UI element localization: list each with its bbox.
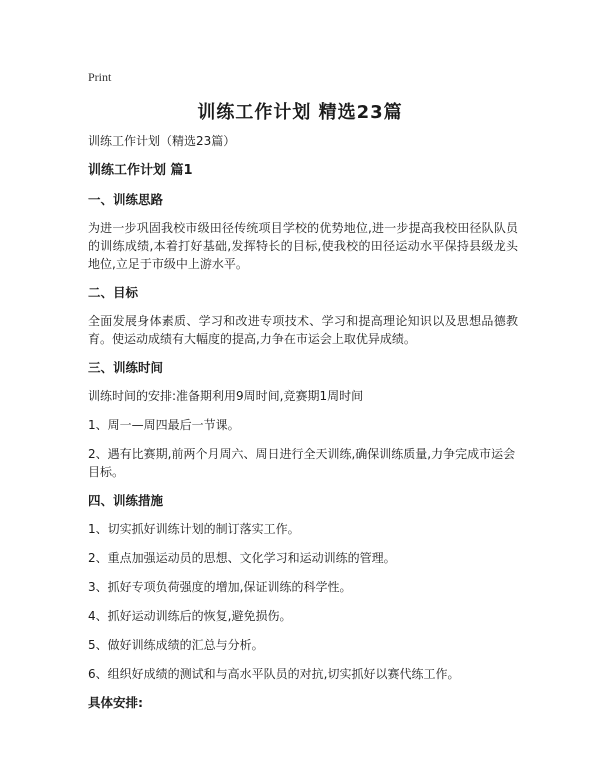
list-item: 1、切实抓好训练计划的制订落实工作。	[88, 522, 300, 536]
section-text-training-time: 训练时间的安排:准备期利用9周时间,竞赛期1周时间	[88, 389, 364, 403]
document-body	[88, 132, 518, 722]
document-subtitle: 训练工作计划（精选23篇）	[88, 134, 236, 148]
section-heading-specific-arrangements: 具体安排:	[88, 695, 143, 710]
list-item: 4、抓好运动训练后的恢复,避免损伤。	[88, 609, 292, 623]
section-heading-training-ideas: 一、训练思路	[88, 192, 164, 207]
list-item: 6、组织好成绩的测试和与高水平队员的对抗,切实抓好以赛代练工作。	[88, 667, 460, 681]
section-text-goals: 全面发展身体素质、学习和改进专项技术、学习和提高理论知识以及思想品德教育。使运动成绩有大幅度的提高,力争在市运会上取优异成绩。	[88, 314, 518, 346]
list-item: 2、遇有比赛期,前两个月周六、周日进行全天训练,确保训练质量,力争完成市运会目标。	[88, 447, 516, 479]
chapter-heading: 训练工作计划 篇1	[88, 163, 193, 178]
section-text-training-ideas: 为进一步巩固我校市级田径传统项目学校的优势地位,进一步提高我校田径队队员的训练成绩,本着打好基础,发挥特长的目标,使我校的田径运动水平保持县级龙头地位,立足于市级中上游水平。	[88, 221, 518, 271]
list-item: 3、抓好专项负荷强度的增加,保证训练的科学性。	[88, 580, 352, 594]
list-item: 5、做好训练成绩的汇总与分析。	[88, 638, 264, 652]
document-title: 训练工作计划 精选23篇	[197, 102, 403, 123]
section-heading-training-measures: 四、训练措施	[88, 493, 164, 508]
print-label[interactable]: Print	[88, 70, 112, 84]
list-item: 1、周一—周四最后一节课。	[88, 418, 240, 432]
section-heading-goals: 二、目标	[88, 285, 139, 300]
section-heading-training-time: 三、训练时间	[88, 360, 164, 375]
list-item: 2、重点加强运动员的思想、文化学习和运动训练的管理。	[88, 551, 396, 565]
